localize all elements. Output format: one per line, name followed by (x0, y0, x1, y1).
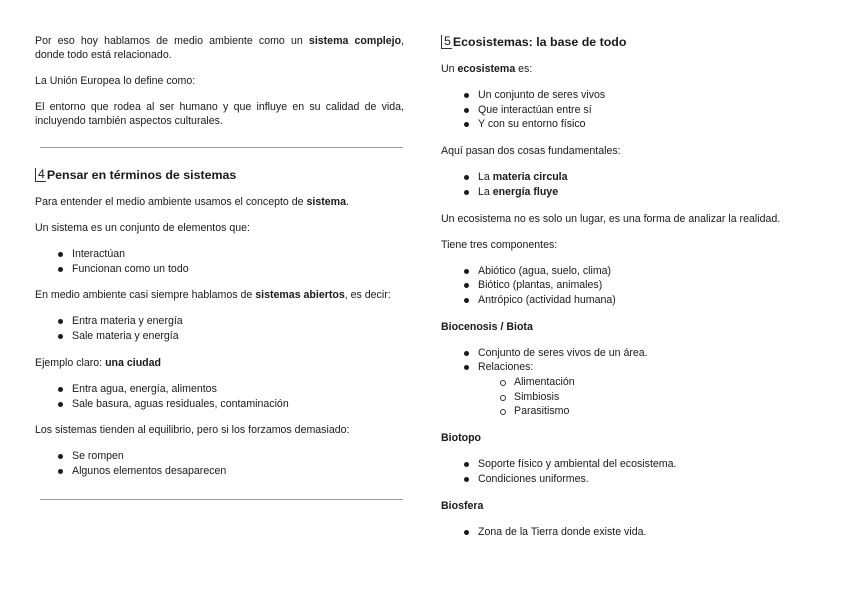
paragraph: Para entender el medio ambiente usamos el concepto de sistema. (35, 196, 349, 208)
list-item: Relaciones: Alimentación Simbiosis Parasitismo (441, 360, 816, 419)
sub-list-item: Alimentación (441, 375, 816, 390)
list-item: Que interactúan entre sí (441, 103, 816, 118)
bullet-list (441, 170, 816, 199)
list-item: Un conjunto de seres vivos (441, 88, 816, 103)
list-item: Zona de la Tierra donde existe vida. (441, 525, 816, 540)
section-divider (40, 499, 403, 500)
left-column (35, 34, 404, 500)
paragraph: Ejemplo claro: una ciudad (35, 356, 161, 369)
section-4-heading (35, 167, 404, 183)
list-item: Sale basura, aguas residuales, contaminación (35, 397, 404, 412)
section-title: Ecosistemas: la base de todo (452, 35, 627, 49)
bullet-list (35, 449, 404, 478)
paragraph: Un ecosistema es: (441, 63, 533, 75)
section-title: Pensar en términos de sistemas (46, 168, 237, 182)
bullet-list (441, 264, 816, 308)
list-item: Algunos elementos desaparecen (35, 464, 404, 479)
list-item: Y con su entorno físico (441, 117, 816, 132)
list-item: Entra materia y energía (35, 314, 404, 329)
section-number: 4 (35, 168, 46, 182)
bullet-list (441, 457, 816, 486)
subheading-biosfera: Biosfera (441, 499, 484, 512)
list-item: Sale materia y energía (35, 329, 404, 344)
paragraph: Tiene tres componentes: (441, 238, 558, 251)
sub-list (478, 375, 816, 419)
list-item: Soporte físico y ambiental del ecosistema. (441, 457, 816, 472)
list-item: Interactúan (35, 247, 404, 262)
sub-list-item: Simbiosis (441, 390, 816, 405)
paragraph: Aquí pasan dos cosas fundamentales: (441, 145, 621, 158)
list-item: La materia circula (441, 170, 816, 185)
list-item: Biótico (plantas, animales) (441, 278, 816, 293)
sub-list-item: Parasitismo (441, 404, 816, 419)
section-5-heading (441, 34, 816, 50)
bullet-list (35, 382, 404, 411)
list-item: Condiciones uniformes. (441, 472, 816, 487)
list-item: Conjunto de seres vivos de un área. (441, 346, 816, 361)
section-divider (40, 147, 403, 148)
list-item: Antrópico (actividad humana) (441, 293, 816, 308)
list-item: Funcionan como un todo (35, 262, 404, 277)
bullet-list (35, 314, 404, 343)
subheading-biocenosis: Biocenosis / Biota (441, 320, 533, 333)
intro-paragraph-2: La Unión Europea lo define como: (35, 75, 196, 87)
paragraph: Un sistema es un conjunto de elementos que: (35, 222, 250, 234)
section-number: 5 (441, 35, 452, 49)
list-item: Entra agua, energía, alimentos (35, 382, 404, 397)
bullet-list (441, 88, 816, 132)
intro-paragraph-1: Por eso hoy hablamos de medio ambiente como un sistema complejo, donde todo está relacionado. (35, 35, 404, 61)
list-item: Abiótico (agua, suelo, clima) (441, 264, 816, 279)
list-item: La energía fluye (441, 185, 816, 200)
bullet-list (441, 525, 816, 540)
bullet-list (35, 247, 404, 276)
intro-paragraph-3: El entorno que rodea al ser humano y que influye en su calidad de vida, incluyendo también aspectos culturales. (35, 101, 404, 127)
paragraph: Los sistemas tienden al equilibrio, pero si los forzamos demasiado: (35, 424, 350, 437)
paragraph: En medio ambiente casi siempre hablamos de sistemas abiertos, es decir: (35, 289, 391, 302)
paragraph: Un ecosistema no es solo un lugar, es una forma de analizar la realidad. (441, 212, 781, 225)
right-column (441, 34, 816, 551)
bullet-list (441, 346, 816, 420)
list-item: Se rompen (35, 449, 404, 464)
subheading-biotopo: Biotopo (441, 432, 482, 445)
